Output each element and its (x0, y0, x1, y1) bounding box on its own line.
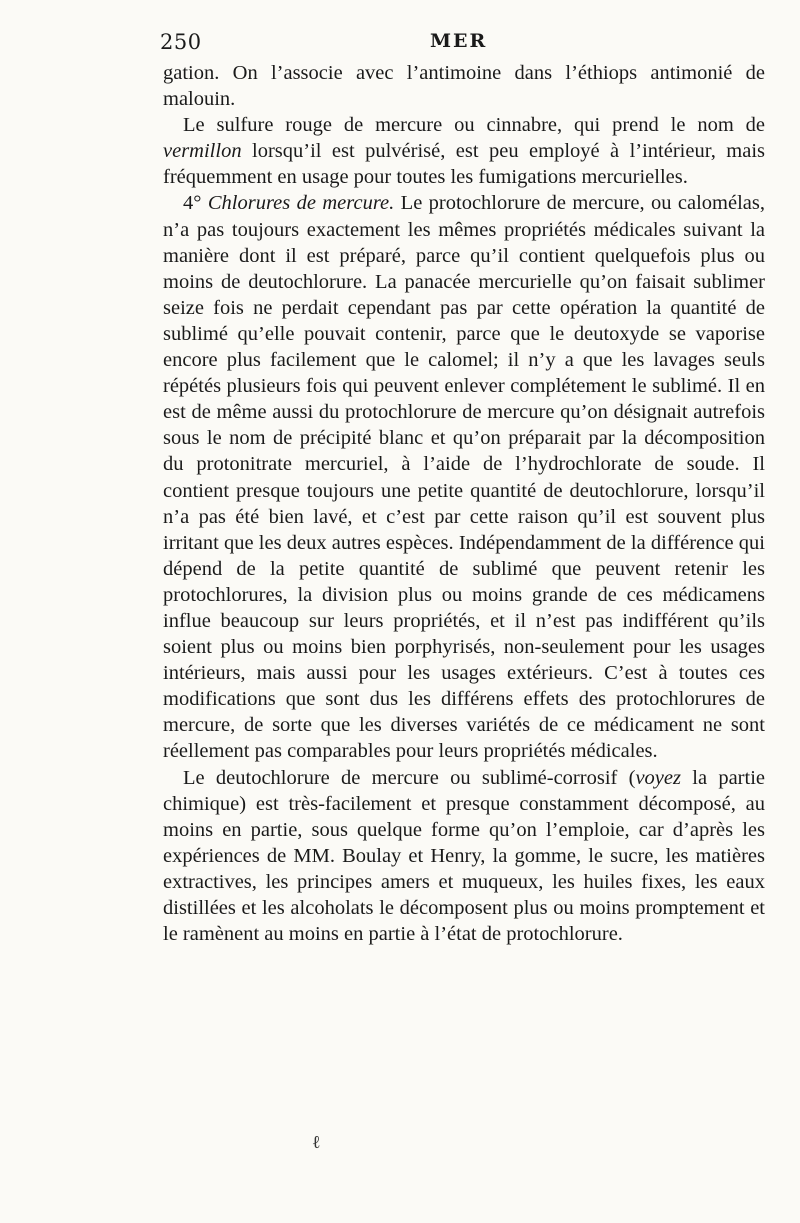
page-number: 250 (160, 30, 202, 54)
paragraph-text: lorsqu’il est pulvérisé, est peu employé à l’intérieur, mais fréquemment en usage pour toutes les fumigations mercurielles. (163, 140, 765, 189)
term-voyez: voyez (635, 766, 681, 789)
section-heading: Chlorures de mercure. (207, 192, 395, 215)
term-vermillon: vermillon (163, 140, 242, 163)
paragraph-continuation (163, 60, 765, 112)
page-header (160, 30, 770, 60)
paragraph-text: Le deutochlorure de mercure ou sublimé-corrosif ( (183, 766, 636, 789)
paragraph-text: la partie chimique) est très-facilement et presque constamment décomposé, au moins en partie, sous quelque forme qu’on l’emploie, car d’après les expériences de MM. Boulay et Henry, la gomme, le sucre, les matières extractives, les principes amers et muqueux, les huiles fixes, les eaux distillées et les alcoholats le décomposent plus ou moins promptement et le ramènent au moins en partie à l’état de protochlorure. (163, 766, 765, 946)
section-number: 4° (183, 192, 208, 215)
body-text (163, 60, 765, 947)
running-head: MER (430, 30, 488, 52)
paragraph-deutochlorure (163, 765, 765, 948)
paragraph-chlorures (163, 190, 765, 764)
stray-ink-mark: ℓ (312, 1132, 321, 1153)
paragraph-sulfure (163, 112, 765, 190)
paragraph-text: Le sulfure rouge de mercure ou cinnabre, qui prend le nom de (183, 114, 765, 137)
paragraph-text: Le protochlorure de mercure, ou calomélas, n’a pas toujours exactement les mêmes propriétés médicales suivant la manière dont il est préparé, parce qu’il contient quelquefois plus ou moins de deutochlorure. La panacée mercurielle qu’on faisait sublimer seize fois ne perdait cependant pas par cette opération la quantité de sublimé qu’elle pouvait contenir, parce que le deutoxyde se vaporise encore plus facilement que le calomel; il n’y a que les lavages seuls répétés plusieurs fois qui peuvent enlever complétement le sublimé. Il en est de même aussi du protochlorure de mercure qu’on désignait autrefois sous le nom de précipité blanc et qu’on préparait par la décomposition du protonitrate mercuriel, à l’aide de l’hydrochlorate de soude. Il contient presque toujours une petite quantité de deutochlorure, lorsqu’il n’a pas été bien lavé, et c’est par cette raison qu’il est souvent plus irritant que les deux autres espèces. Indépendamment de la différence qui dépend de la petite quantité de sublimé que peuvent retenir les protochlorures, la division plus ou moins grande de ces médicamens influe beaucoup sur leurs propriétés, et il n’est pas indifférent qu’ils soient plus ou moins bien porphyrisés, non-seulement pour les usages intérieurs, mais aussi pour les usages extérieurs. C’est à toutes ces modifications que sont dus les différens effets des protochlorures de mercure, de sorte que les diverses variétés de ce médicament ne sont réellement pas comparables pour leurs propriétés médicales. (163, 192, 765, 763)
paragraph-text: gation. On l’associe avec l’antimoine dans l’éthiops antimonié de malouin. (163, 62, 765, 111)
